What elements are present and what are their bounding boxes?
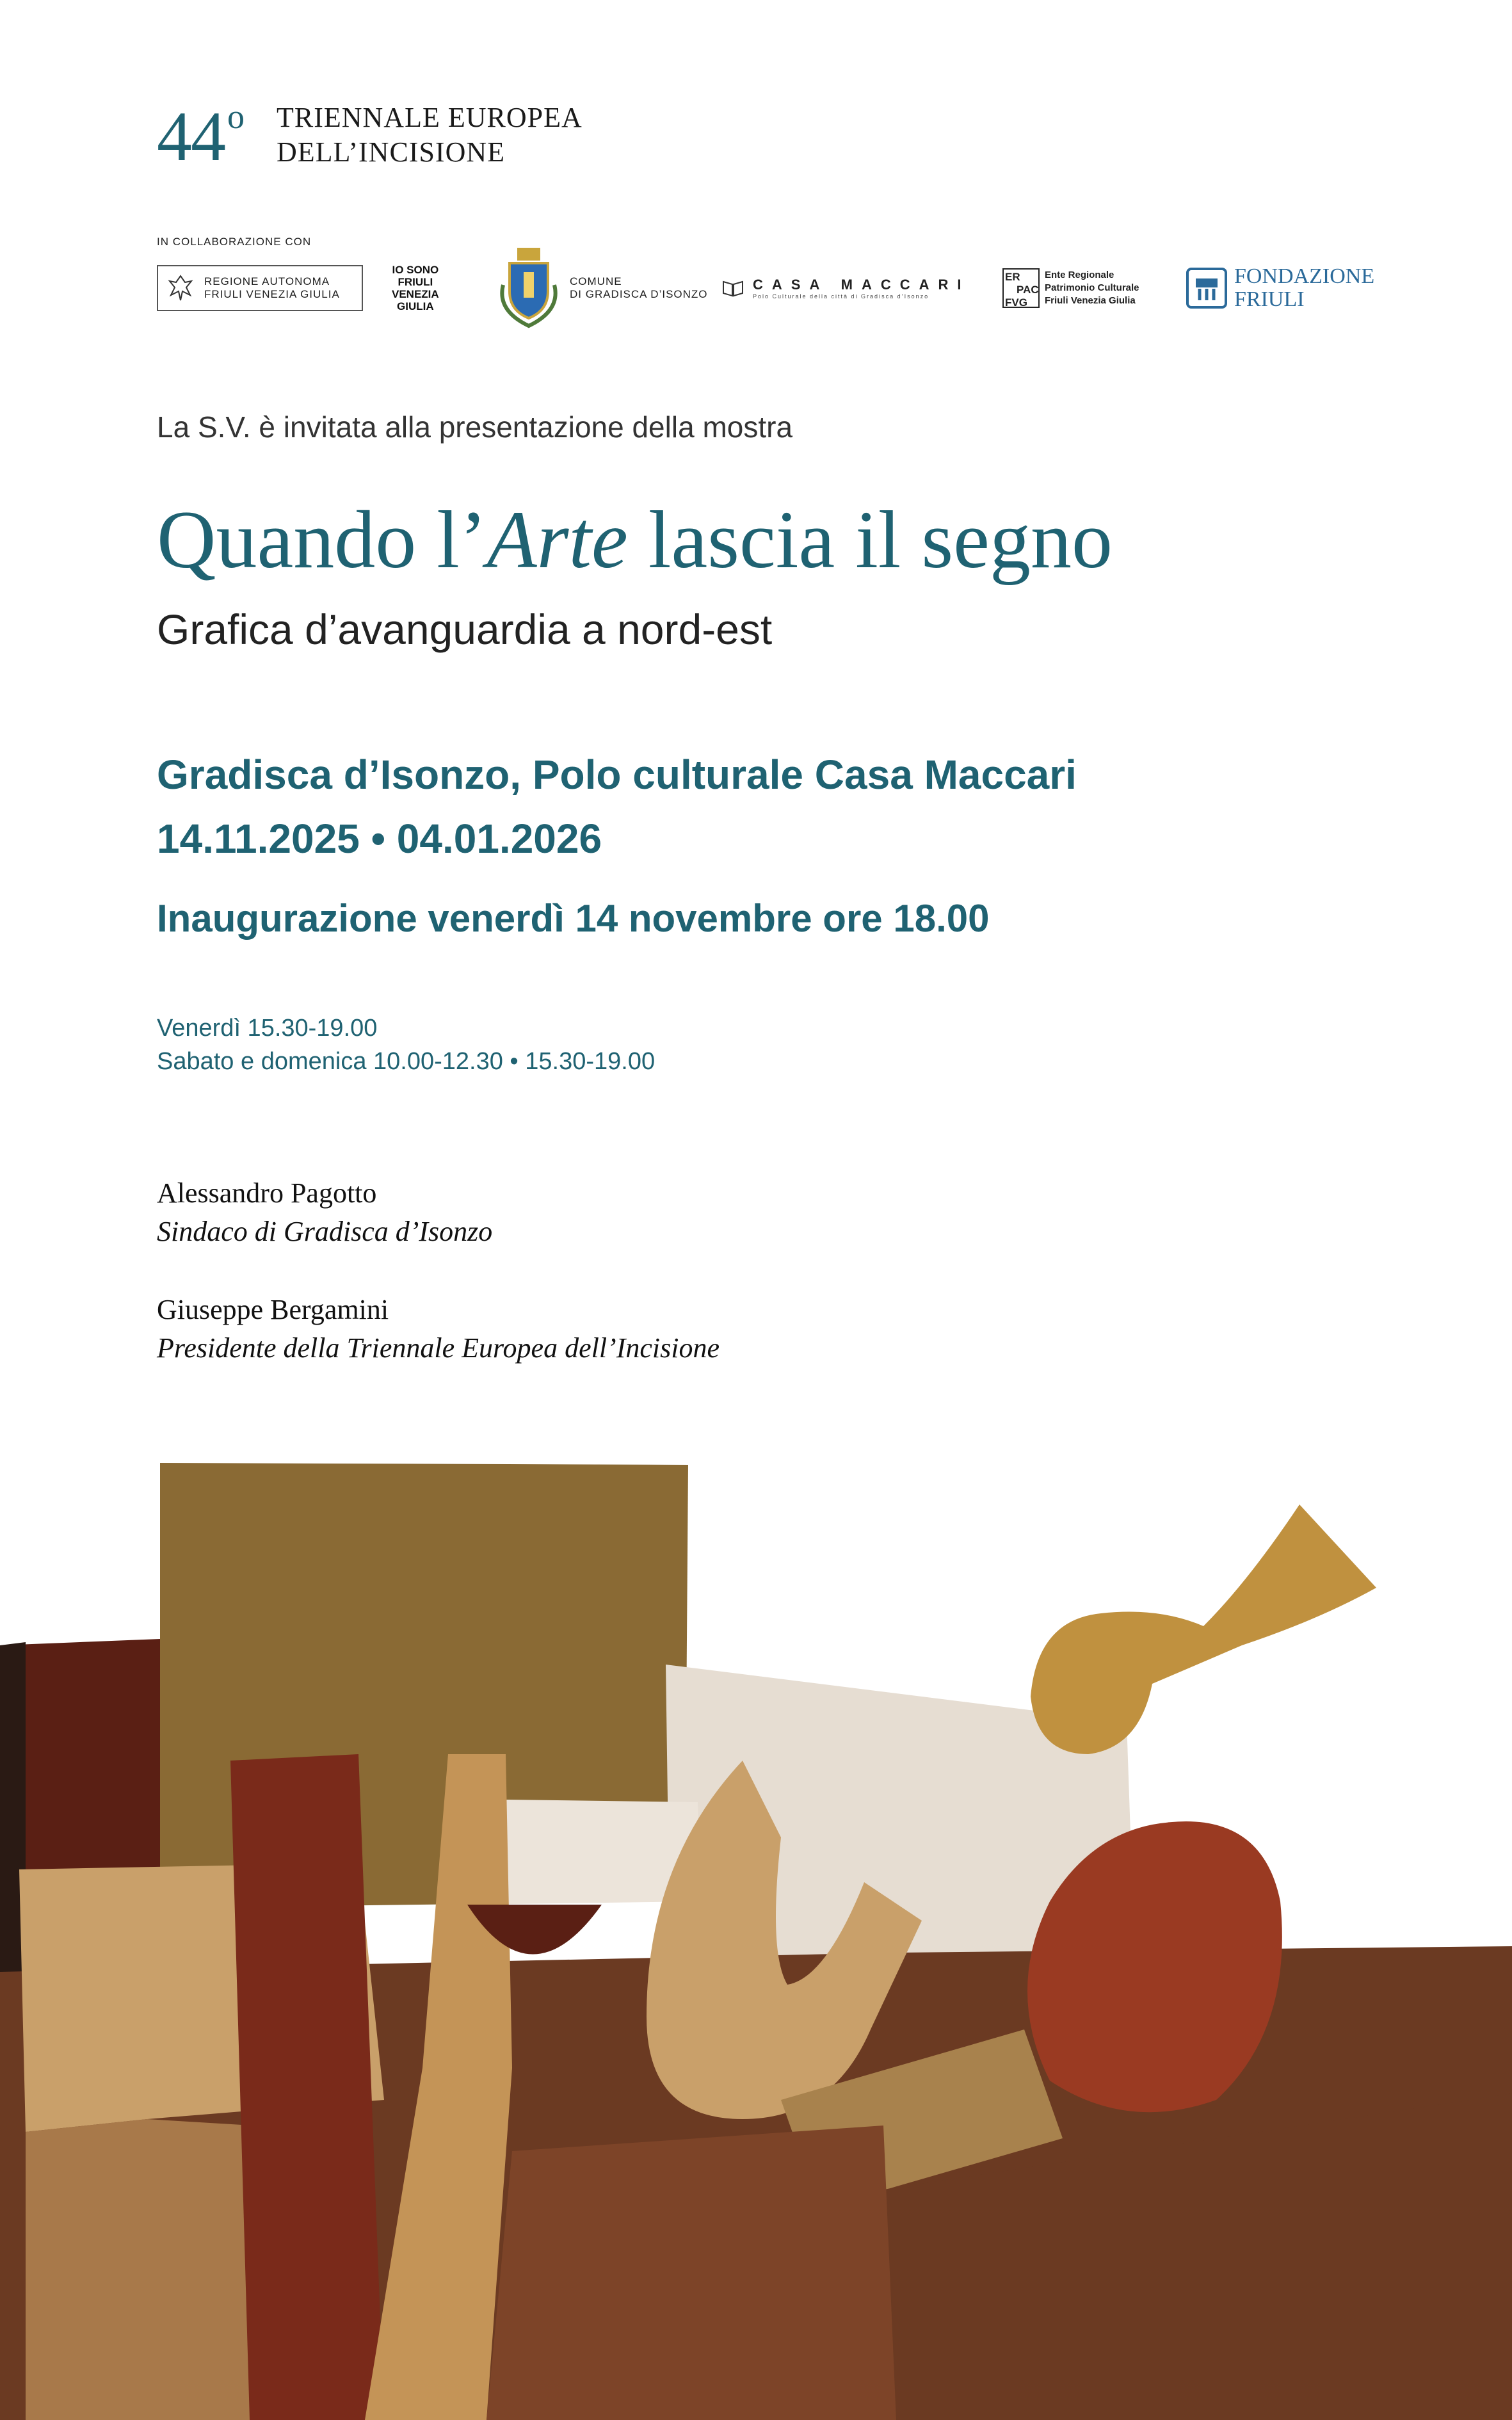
header-title-line2: DELL’INCISIONE — [277, 136, 505, 168]
dates: 14.11.2025 • 04.01.2026 — [157, 816, 602, 862]
logo-fondazione-friuli: FONDAZIONE FRIULI — [1186, 253, 1374, 323]
collaboration-label: IN COLLABORAZIONE CON — [157, 236, 312, 248]
exhibition-title: Quando l’Arte lascia il segno — [157, 494, 1113, 585]
art-shape-brown-mid — [487, 2126, 896, 2420]
speaker-name-1: Alessandro Pagotto — [157, 1177, 377, 1209]
logo-regione: REGIONE AUTONOMA FRIULI VENEZIA GIULIA — [157, 253, 363, 323]
inauguration: Inaugurazione venerdì 14 novembre ore 18.00 — [157, 897, 990, 940]
eagle-icon — [167, 273, 194, 303]
coat-of-arms-icon — [497, 246, 561, 330]
opening-hours: Venerdì 15.30-19.00 Sabato e domenica 10.00-12.30 • 15.30-19.00 — [157, 1015, 655, 1075]
speaker-name-2: Giuseppe Bergamini — [157, 1294, 389, 1325]
edition-number: 44$^o$ — [157, 97, 243, 175]
venue: Gradisca d’Isonzo, Polo culturale Casa Maccari — [157, 752, 1077, 798]
header-title-line1: TRIENNALE EUROPEA — [277, 102, 583, 133]
logo-erpac: ER PAC FVG Ente Regionale Patrimonio Culturale Friuli Venezia Giulia — [1002, 253, 1139, 323]
fondazione-icon — [1186, 267, 1228, 309]
book-icon — [722, 279, 744, 297]
art-shape-rust-tall — [230, 1754, 384, 2420]
invite-text: La S.V. è invitata alla presentazione della mostra — [157, 410, 793, 444]
exhibition-subtitle: Grafica d’avanguardia a nord-est — [157, 606, 773, 653]
logo-io-sono-fvg: IO SONO FRIULI VENEZIA GIULIA — [392, 264, 439, 312]
speaker-role-1: Sindaco di Gradisca d’Isonzo — [157, 1216, 493, 1247]
abstract-artwork — [0, 1453, 1512, 2420]
logo-comune: COMUNE DI GRADISCA D’ISONZO — [497, 253, 708, 323]
venue-block — [157, 743, 1077, 871]
speaker-role-2: Presidente della Triennale Europea dell’Incisione — [157, 1332, 720, 1364]
art-shape-gold-bird — [1031, 1504, 1376, 1754]
logo-casa-maccari: CASA MACCARI Polo Culturale della città di Gradisca d’Isonzo — [722, 253, 970, 323]
